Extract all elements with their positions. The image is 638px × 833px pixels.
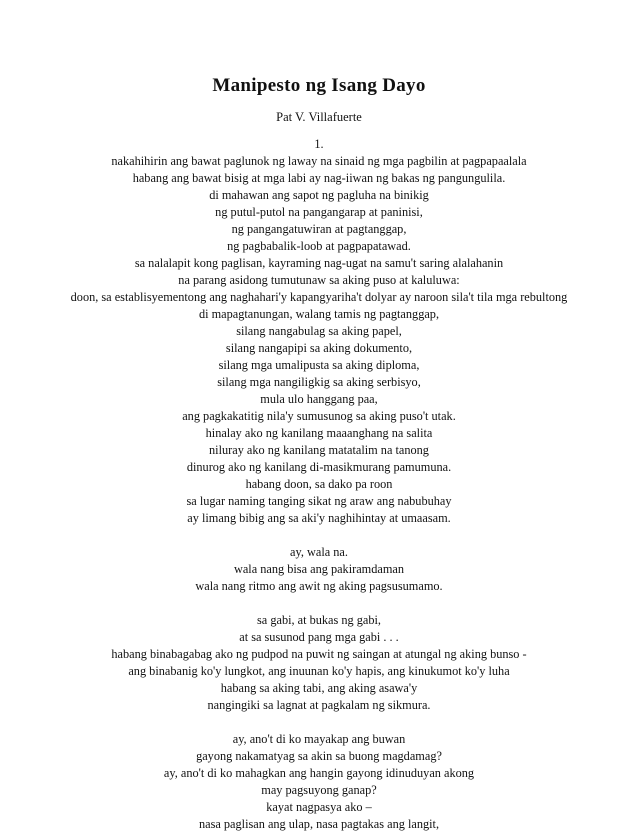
poem-line: habang sa aking tabi, ang aking asawa'y — [220, 681, 418, 695]
poem-line: nakahihirin ang bawat paglunok ng laway na sinaid ng mga pagbilin at pagpapaalala — [111, 154, 527, 168]
poem-line: ng pagbabalik-loob at pagpapatawad. — [227, 239, 411, 253]
poem-line: may pagsuyong ganap? — [261, 783, 377, 797]
poem-line: ay, wala na. — [290, 545, 348, 559]
poem-line: ay limang bibig ang sa aki'y naghihintay at umaasam. — [187, 511, 451, 525]
poem-body — [0, 136, 638, 833]
poem-line: silang mga nangiligkig sa aking serbisyo, — [217, 375, 421, 389]
poem-line: silang nangapipi sa aking dokumento, — [225, 341, 413, 355]
poem-line: niluray ako ng kanilang matatalim na tanong — [209, 443, 429, 457]
poem-line: nasa paglisan ang ulap, nasa pagtakas ang langit, — [198, 817, 440, 831]
poem-line: mula ulo hanggang paa, — [260, 392, 378, 406]
poem-line: wala nang ritmo ang awit ng aking pagsusumamo. — [195, 579, 443, 593]
poem-author: Pat V. Villafuerte — [276, 110, 362, 124]
poem-line: ng pangangatuwiran at pagtanggap, — [231, 222, 407, 236]
section-number: 1. — [314, 137, 324, 151]
poem-line: sa nalalapit kong paglisan, kayraming nag-ugat na samu't saring alalahanin — [134, 256, 504, 270]
poem-line: at sa susunod pang mga gabi . . . — [239, 630, 399, 644]
poem-line: silang nangabulag sa aking papel, — [236, 324, 402, 338]
stanza-break — [0, 527, 638, 544]
poem-line: habang doon, sa dako pa roon — [245, 477, 393, 491]
poem-line: ay, ano't di ko mayakap ang buwan — [232, 732, 406, 746]
poem-line: wala nang bisa ang pakiramdaman — [233, 562, 405, 576]
poem-line: hinalay ako ng kanilang maaanghang na salita — [205, 426, 433, 440]
poem-lines — [0, 153, 638, 833]
poem-line: silang mga umalipusta sa aking diploma, — [218, 358, 420, 372]
poem-line: doon, sa establisyementong ang naghahari'y kapangyariha't dolyar ay naroon sila't tila mga rebultong — [70, 290, 568, 304]
poem-title: Manipesto ng Isang Dayo — [212, 75, 426, 96]
stanza-break — [0, 714, 638, 731]
poem-line: sa gabi, at bukas ng gabi, — [257, 613, 381, 627]
poem-line: di mapagtanungan, walang tamis ng pagtanggap, — [198, 307, 440, 321]
poem-line: habang ang bawat bisig at mga labi ay nag-iiwan ng bakas ng pangungulila. — [132, 171, 506, 185]
poem-line: na parang asidong tumutunaw sa aking puso at kaluluwa: — [178, 273, 460, 287]
poem-line: ang pagkakatitig nila'y sumusunog sa aking puso't utak. — [182, 409, 456, 423]
poem-line: ang binabanig ko'y lungkot, ang inuunan ko'y hapis, ang kinukumot ko'y luha — [128, 664, 510, 678]
poem-line: sa lugar naming tanging sikat ng araw ang nabubuhay — [186, 494, 452, 508]
poem-line: gayong nakamatyag sa akin sa buong magdamag? — [196, 749, 442, 763]
poem-line: dinurog ako ng kanilang di-masikmurang pamumuna. — [186, 460, 452, 474]
poem-line: nangingiki sa lagnat at pagkalam ng sikmura. — [207, 698, 431, 712]
poem-line: di mahawan ang sapot ng pagluha na binikig — [209, 188, 429, 202]
poem-line: kayat nagpasya ako – — [266, 800, 372, 814]
poem-line: ng putul-putol na pangangarap at paninisi, — [215, 205, 423, 219]
stanza-break — [0, 595, 638, 612]
poem-line: habang binabagabag ako ng pudpod na puwit ng saingan at atungal ng aking bunso - — [111, 647, 527, 661]
poem-line: ay, ano't di ko mahagkan ang hangin gayong idinuduyan akong — [163, 766, 475, 780]
